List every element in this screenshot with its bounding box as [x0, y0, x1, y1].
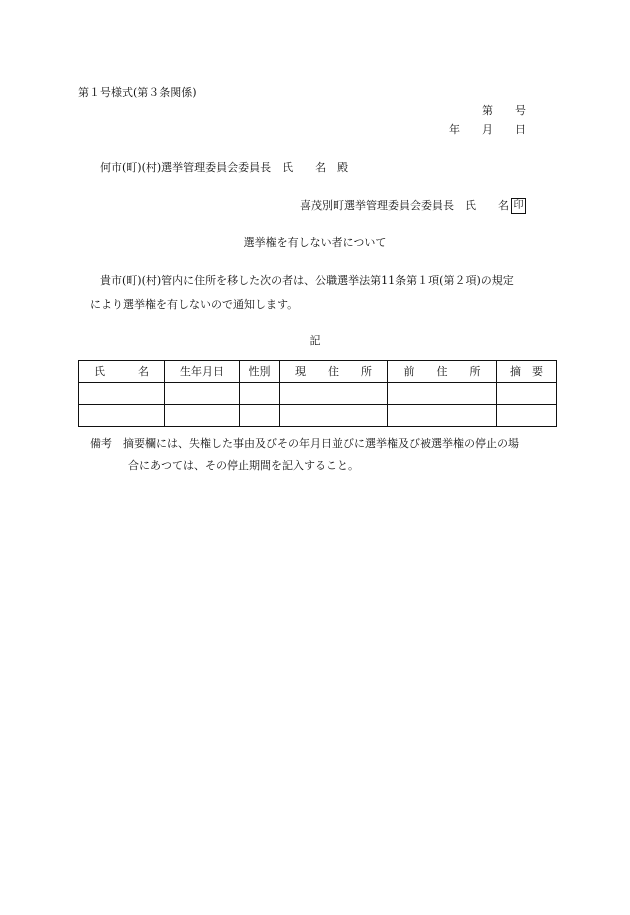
- header-name: 氏 名: [79, 361, 165, 383]
- sender-line: [300, 198, 526, 214]
- table-cell[interactable]: [280, 383, 388, 405]
- document-number-field: 第 号: [482, 104, 526, 117]
- body-text-line-2: により選挙権を有しないので通知します。: [90, 298, 299, 311]
- body-text-line-1: 貴市(町)(村)管内に住所を移した次の者は、公職選挙法第11条第１項(第２項)の規定: [100, 274, 514, 287]
- header-birthdate: 生年月日: [165, 361, 240, 383]
- table-cell[interactable]: [388, 383, 497, 405]
- document-title: 選挙権を有しない者について: [243, 236, 387, 249]
- form-number-label: 第１号様式(第３条関係): [78, 86, 197, 99]
- table-cell[interactable]: [79, 383, 165, 405]
- header-gender: 性別: [240, 361, 280, 383]
- date-field: 年 月 日: [449, 123, 526, 136]
- table-cell[interactable]: [79, 405, 165, 427]
- table-cell[interactable]: [280, 405, 388, 427]
- ki-heading: 記: [309, 334, 321, 347]
- table-cell[interactable]: [388, 405, 497, 427]
- note-line-1: 備考 摘要欄には、失権した事由及びその年月日並びに選挙権及び被選挙権の停止の場: [90, 437, 519, 450]
- header-previous-address: 前 住 所: [388, 361, 497, 383]
- table-cell[interactable]: [497, 405, 557, 427]
- table-cell[interactable]: [240, 405, 280, 427]
- table-cell[interactable]: [165, 383, 240, 405]
- table-row: [79, 383, 557, 405]
- header-remarks: 摘 要: [497, 361, 557, 383]
- header-current-address: 現 住 所: [280, 361, 388, 383]
- table-cell[interactable]: [165, 405, 240, 427]
- note-line-2: 合にあつては、その停止期間を記入すること。: [128, 459, 359, 472]
- table-row: [79, 405, 557, 427]
- table-cell[interactable]: [240, 383, 280, 405]
- table-header-row: [79, 361, 557, 383]
- table-cell[interactable]: [497, 383, 557, 405]
- seal-mark: 印: [511, 198, 526, 214]
- records-table: [78, 360, 557, 427]
- sender-name: 喜茂別町選挙管理委員会委員長 氏 名: [300, 199, 509, 212]
- addressee-line: 何市(町)(村)選挙管理委員会委員長 氏 名 殿: [100, 161, 349, 174]
